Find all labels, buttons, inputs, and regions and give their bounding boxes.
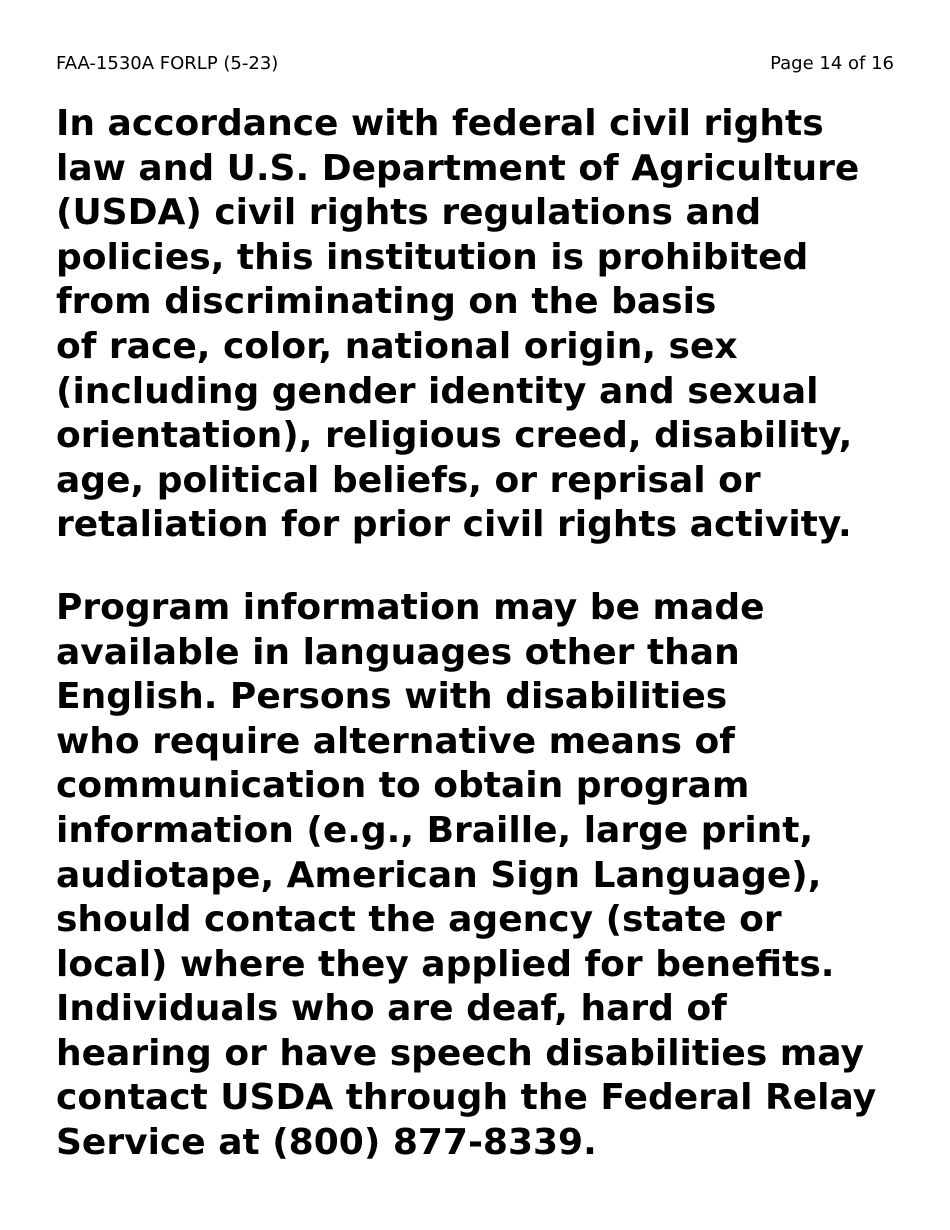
text-line: (including gender identity and sexual [56, 370, 819, 412]
text-line: hearing or have speech disabilities may [56, 1032, 864, 1074]
text-line: from discriminating on the basis [56, 281, 717, 323]
text-line: information (e.g., Braille, large print, [56, 809, 814, 851]
text-line: contact USDA through the Federal Relay [56, 1077, 877, 1119]
text-line: of race, color, national origin, sex [56, 325, 738, 367]
text-line: Program information may be made [56, 586, 765, 628]
page-header [56, 52, 894, 76]
civil-rights-statement [56, 102, 906, 548]
text-line: orientation), religious creed, disability, [56, 415, 853, 457]
text-line: local) where they applied for benefits. [56, 943, 835, 985]
text-line: In accordance with federal civil rights [56, 103, 824, 144]
program-information-statement [56, 586, 906, 1166]
text-line: communication to obtain program [56, 765, 750, 807]
form-id: FAA-1530A FORLP (5-23) [56, 53, 279, 74]
text-line: English. Persons with disabilities [56, 676, 728, 718]
text-line: who require alternative means of [56, 720, 735, 762]
text-line: Individuals who are deaf, hard of [56, 988, 727, 1030]
text-line: law and U.S. Department of Agriculture [56, 147, 860, 189]
text-line: should contact the agency (state or [56, 899, 782, 941]
text-line: available in languages other than [56, 631, 740, 673]
text-line: policies, this institution is prohibited [56, 236, 809, 278]
text-line: retaliation for prior civil rights activity. [56, 504, 852, 546]
text-line: (USDA) civil rights regulations and [56, 192, 762, 234]
text-line: Service at (800) 877-8339. [56, 1122, 597, 1164]
page-number: Page 14 of 16 [770, 53, 894, 74]
text-line: audiotape, American Sign Language), [56, 854, 822, 896]
text-line: age, political beliefs, or reprisal or [56, 459, 761, 501]
document-body [56, 102, 906, 1166]
